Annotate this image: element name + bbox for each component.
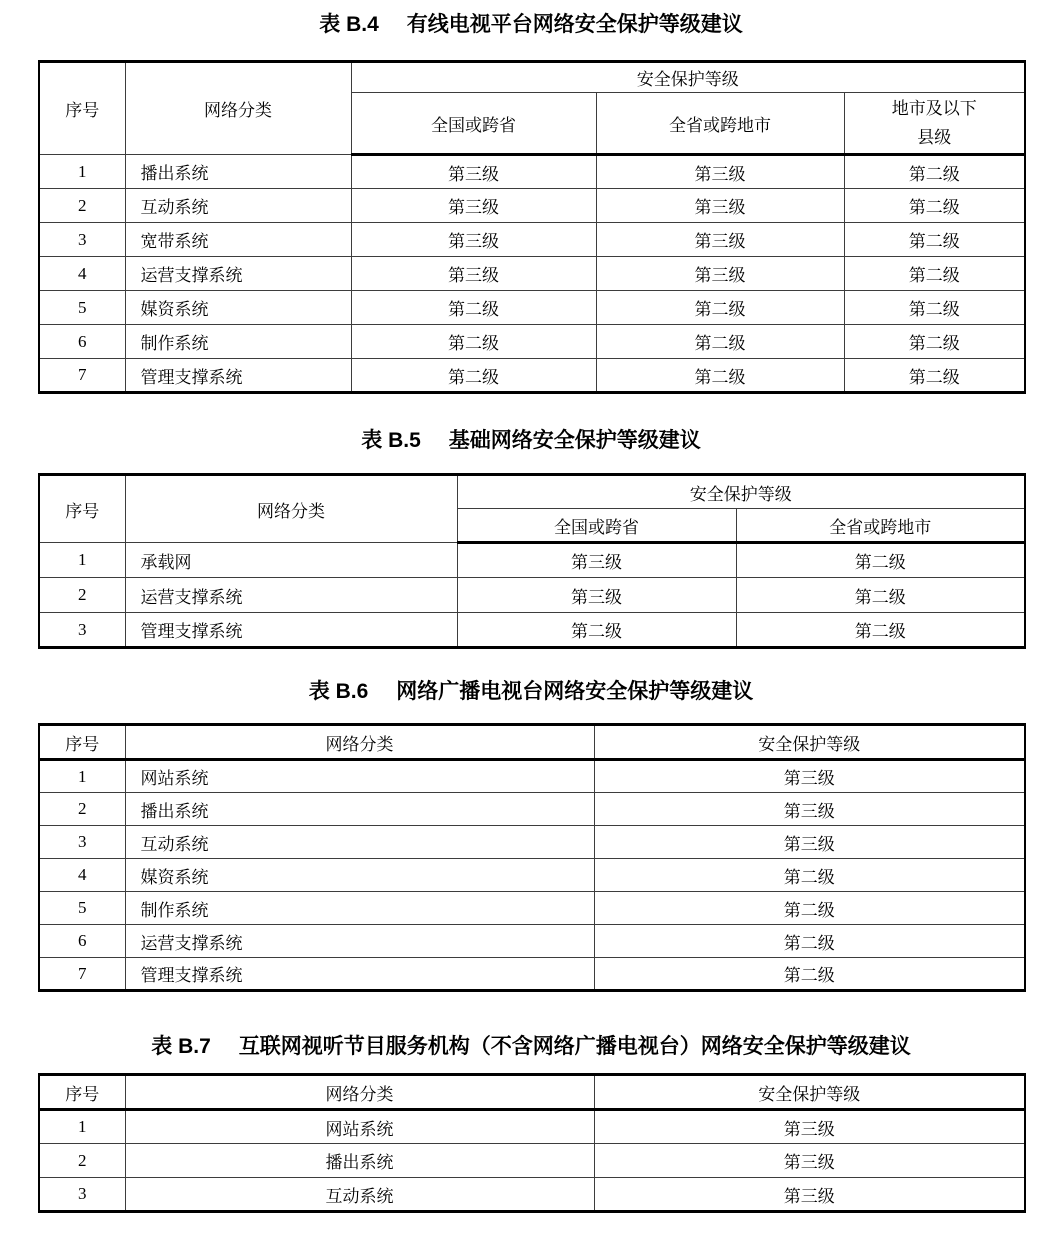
cell-seq: 2 bbox=[39, 793, 125, 826]
cell-level: 第三级 bbox=[594, 1178, 1025, 1212]
cell-level: 第二级 bbox=[844, 291, 1025, 325]
table-b6 bbox=[38, 723, 1026, 992]
cell-seq: 2 bbox=[39, 1144, 125, 1178]
table-row bbox=[39, 325, 1025, 359]
table-row bbox=[39, 1110, 1025, 1144]
table-b4-header-row-1 bbox=[39, 62, 1025, 93]
table-row bbox=[39, 793, 1025, 826]
col-header-level-group: 安全保护等级 bbox=[457, 475, 1025, 509]
col-header-national: 全国或跨省 bbox=[457, 509, 736, 543]
table-b5-title bbox=[0, 427, 1062, 455]
col-header-level: 安全保护等级 bbox=[594, 1075, 1025, 1110]
table-b4-title bbox=[0, 11, 1062, 39]
cell-level: 第二级 bbox=[736, 543, 1025, 578]
col-header-category: 网络分类 bbox=[125, 475, 457, 543]
cell-level: 第三级 bbox=[596, 223, 844, 257]
table-b6-title-text: 网络广播电视台网络安全保护等级建议 bbox=[396, 680, 754, 703]
cell-level: 第二级 bbox=[736, 578, 1025, 613]
cell-level: 第三级 bbox=[594, 760, 1025, 793]
cell-seq: 1 bbox=[39, 543, 125, 578]
cell-category: 制作系统 bbox=[125, 325, 351, 359]
col-header-seq: 序号 bbox=[39, 62, 125, 155]
col-header-seq: 序号 bbox=[39, 725, 125, 760]
cell-category: 运营支撑系统 bbox=[125, 578, 457, 613]
cell-level: 第二级 bbox=[596, 325, 844, 359]
cell-category: 媒资系统 bbox=[125, 291, 351, 325]
cell-level: 第三级 bbox=[457, 578, 736, 613]
col-header-seq: 序号 bbox=[39, 1075, 125, 1110]
table-row bbox=[39, 291, 1025, 325]
cell-seq: 5 bbox=[39, 291, 125, 325]
table-row bbox=[39, 359, 1025, 393]
table-row bbox=[39, 925, 1025, 958]
cell-level: 第二级 bbox=[736, 613, 1025, 648]
cell-category: 播出系统 bbox=[125, 793, 594, 826]
cell-level: 第二级 bbox=[594, 925, 1025, 958]
col-header-level-group: 安全保护等级 bbox=[351, 62, 1025, 93]
table-row bbox=[39, 613, 1025, 648]
cell-level: 第三级 bbox=[596, 257, 844, 291]
cell-level: 第二级 bbox=[844, 325, 1025, 359]
cell-level: 第二级 bbox=[594, 892, 1025, 925]
cell-level: 第二级 bbox=[351, 291, 596, 325]
table-b7-header-row bbox=[39, 1075, 1025, 1110]
col-header-national: 全国或跨省 bbox=[351, 93, 596, 155]
cell-seq: 7 bbox=[39, 958, 125, 991]
cell-category: 互动系统 bbox=[125, 1178, 594, 1212]
cell-level: 第三级 bbox=[596, 155, 844, 189]
table-b5 bbox=[38, 473, 1026, 649]
cell-category: 管理支撑系统 bbox=[125, 359, 351, 393]
cell-level: 第三级 bbox=[351, 257, 596, 291]
cell-seq: 1 bbox=[39, 155, 125, 189]
table-row bbox=[39, 1144, 1025, 1178]
col-header-category: 网络分类 bbox=[125, 62, 351, 155]
cell-seq: 1 bbox=[39, 760, 125, 793]
cell-level: 第二级 bbox=[844, 257, 1025, 291]
table-b4-title-text: 有线电视平台网络安全保护等级建议 bbox=[406, 13, 743, 36]
table-b7-title bbox=[0, 1033, 1062, 1061]
table-b4-title-label: 表 B.4 bbox=[319, 13, 379, 36]
cell-seq: 5 bbox=[39, 892, 125, 925]
cell-seq: 6 bbox=[39, 325, 125, 359]
cell-level: 第二级 bbox=[351, 359, 596, 393]
cell-seq: 4 bbox=[39, 257, 125, 291]
cell-category: 播出系统 bbox=[125, 155, 351, 189]
cell-category: 制作系统 bbox=[125, 892, 594, 925]
cell-level: 第三级 bbox=[594, 1110, 1025, 1144]
cell-category: 管理支撑系统 bbox=[125, 613, 457, 648]
cell-category: 媒资系统 bbox=[125, 859, 594, 892]
cell-seq: 2 bbox=[39, 578, 125, 613]
col-header-municipal-line1: 地市及以下 bbox=[891, 99, 977, 118]
table-b4 bbox=[38, 60, 1026, 394]
cell-category: 管理支撑系统 bbox=[125, 958, 594, 991]
cell-level: 第二级 bbox=[457, 613, 736, 648]
col-header-category: 网络分类 bbox=[125, 1075, 594, 1110]
cell-level: 第三级 bbox=[594, 826, 1025, 859]
table-row bbox=[39, 543, 1025, 578]
cell-level: 第三级 bbox=[351, 223, 596, 257]
cell-seq: 1 bbox=[39, 1110, 125, 1144]
cell-level: 第二级 bbox=[594, 958, 1025, 991]
table-row bbox=[39, 578, 1025, 613]
col-header-municipal-line2: 县级 bbox=[917, 128, 952, 147]
col-header-provincial: 全省或跨地市 bbox=[736, 509, 1025, 543]
cell-seq: 3 bbox=[39, 1178, 125, 1212]
cell-seq: 3 bbox=[39, 223, 125, 257]
table-b6-title bbox=[0, 678, 1062, 706]
cell-category: 互动系统 bbox=[125, 826, 594, 859]
table-row bbox=[39, 189, 1025, 223]
table-row bbox=[39, 826, 1025, 859]
cell-level: 第二级 bbox=[596, 291, 844, 325]
table-row bbox=[39, 1178, 1025, 1212]
cell-level: 第三级 bbox=[351, 189, 596, 223]
table-row bbox=[39, 257, 1025, 291]
cell-seq: 4 bbox=[39, 859, 125, 892]
cell-level: 第三级 bbox=[594, 793, 1025, 826]
cell-category: 网站系统 bbox=[125, 1110, 594, 1144]
table-b7-title-label: 表 B.7 bbox=[151, 1035, 211, 1058]
table-b7-title-text: 互联网视听节目服务机构（不含网络广播电视台）网络安全保护等级建议 bbox=[238, 1035, 911, 1058]
cell-category: 网站系统 bbox=[125, 760, 594, 793]
table-row bbox=[39, 760, 1025, 793]
cell-level: 第三级 bbox=[351, 155, 596, 189]
cell-level: 第二级 bbox=[844, 155, 1025, 189]
cell-category: 运营支撑系统 bbox=[125, 257, 351, 291]
cell-seq: 7 bbox=[39, 359, 125, 393]
table-row bbox=[39, 155, 1025, 189]
cell-category: 互动系统 bbox=[125, 189, 351, 223]
table-row bbox=[39, 958, 1025, 991]
cell-seq: 3 bbox=[39, 613, 125, 648]
cell-level: 第二级 bbox=[351, 325, 596, 359]
cell-seq: 6 bbox=[39, 925, 125, 958]
cell-level: 第二级 bbox=[844, 223, 1025, 257]
cell-seq: 2 bbox=[39, 189, 125, 223]
cell-level: 第二级 bbox=[844, 189, 1025, 223]
col-header-provincial: 全省或跨地市 bbox=[596, 93, 844, 155]
cell-category: 宽带系统 bbox=[125, 223, 351, 257]
cell-level: 第三级 bbox=[457, 543, 736, 578]
col-header-category: 网络分类 bbox=[125, 725, 594, 760]
table-b6-header-row bbox=[39, 725, 1025, 760]
cell-level: 第二级 bbox=[596, 359, 844, 393]
table-row bbox=[39, 892, 1025, 925]
cell-level: 第三级 bbox=[596, 189, 844, 223]
cell-category: 承载网 bbox=[125, 543, 457, 578]
table-row bbox=[39, 223, 1025, 257]
table-b5-title-text: 基础网络安全保护等级建议 bbox=[448, 429, 701, 452]
table-b7 bbox=[38, 1073, 1026, 1213]
table-b5-title-label: 表 B.5 bbox=[361, 429, 421, 452]
cell-category: 运营支撑系统 bbox=[125, 925, 594, 958]
cell-level: 第三级 bbox=[594, 1144, 1025, 1178]
cell-level: 第二级 bbox=[594, 859, 1025, 892]
col-header-level: 安全保护等级 bbox=[594, 725, 1025, 760]
cell-level: 第二级 bbox=[844, 359, 1025, 393]
cell-category: 播出系统 bbox=[125, 1144, 594, 1178]
table-row bbox=[39, 859, 1025, 892]
table-b6-title-label: 表 B.6 bbox=[308, 680, 369, 703]
col-header-municipal bbox=[844, 93, 1025, 155]
col-header-seq: 序号 bbox=[39, 475, 125, 543]
cell-seq: 3 bbox=[39, 826, 125, 859]
table-b5-header-row-1 bbox=[39, 475, 1025, 509]
